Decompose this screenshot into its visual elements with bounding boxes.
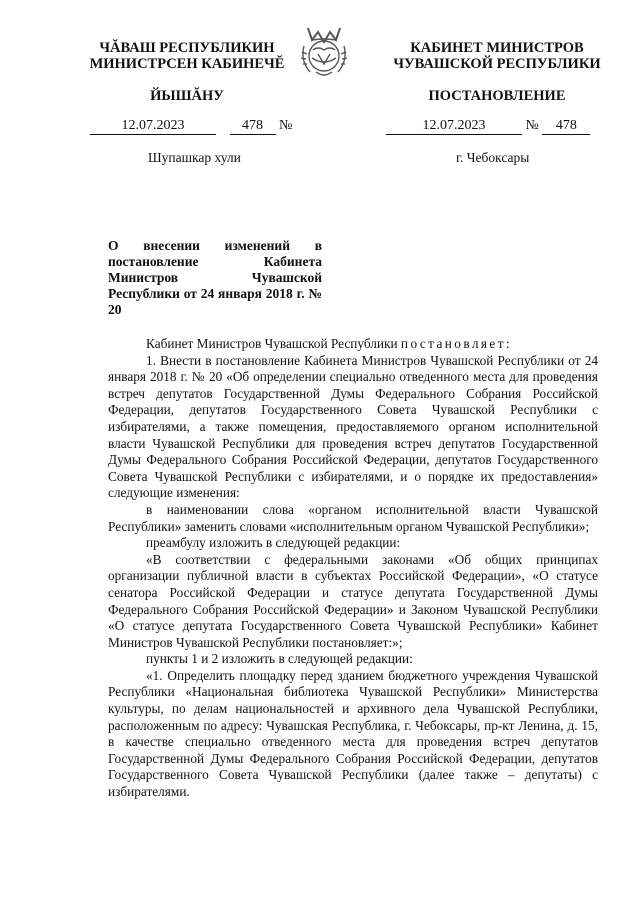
body-paragraph: «1. Определить площадку перед зданием бюджетного учреждения Чувашской Республики «Национальная библиотека Чувашской Республики» Министерства культуры, по делам национальностей и архивного дела Чувашской Республики, расположенным по адресу: Чувашская Республика, г. Чебоксары, пр-кт Ленина, д. 15, в качестве специально отведенного места для проведения встреч депутатов Государственной Думы Федерального Собрания Российской Федерации, депутатов Государственного Совета Чувашской Республики (далее также – депутаты) с избирателями. [108,667,598,800]
intro-paragraph [108,336,598,353]
doc-type-right: ПОСТАНОВЛЕНИЕ [428,88,566,104]
doc-type-left: ЙЫШĂНУ [150,88,224,104]
document-title: О внесении изменений в постановление Кабинета Министров Чувашской Республики от 24 января 2018 г. № 20 [108,238,322,317]
chuvash-coat-of-arms-icon [298,20,350,80]
body-paragraph: 1. Внести в постановление Кабинета Министров Чувашской Республики от 24 января 2018 г. № 20 «Об определении специально отведенного места для проведения встреч депутатов Государственной Думы Федерального Собрания Российской Федерации, депутатов Государственного Совета Чувашской Республики с избирателями, а также помещения, предоставляемого органом исполнительной власти Чувашской Республики для проведения встреч депутатов Государственной Думы Федерального Собрания Российской Федерации, депутатов Государственного Совета Чувашской Республики с избирателями, и о порядке их предоставления» следующие изменения: [108,352,598,501]
registration-date-left: 12.07.2023 [90,118,216,135]
registration-number-right: 478 [542,118,590,135]
header-right [372,40,622,72]
intro-spaced: постановляет: [400,336,513,351]
header-left-line1: ЧĂВАШ РЕСПУБЛИКИН [99,40,275,56]
header-left [62,40,312,72]
city-right: г. Чебоксары [456,150,530,165]
registration-right [386,118,590,135]
body-paragraph: «В соответствии с федеральными законами «Об общих принципах организации публичной власти в субъектах Российской Федерации», «О статусе сенатора Российской Федерации и статусе депутата Государственной Думы Федерального Собрания Российской Федерации» и Законом Чувашской Республики «О статусе депутата Государственного Совета Чувашской Республики» Кабинет Министров Чувашской Республики постановляет:»; [108,551,598,650]
number-sign-right: № [525,118,539,133]
header-right-line2: ЧУВАШСКОЙ РЕСПУБЛИКИ [393,56,601,72]
body-paragraph: преамбулу изложить в следующей редакции: [146,535,401,551]
registration-left [90,118,292,135]
body-paragraph: в наименовании слова «органом исполнительной власти Чувашской Республики» заменить словами «исполнительным органом Чувашской Республики»; [108,501,598,534]
body-paragraph: пункты 1 и 2 изложить в следующей редакции: [146,651,413,667]
registration-date-right: 12.07.2023 [386,118,522,135]
registration-number-left: 478 [230,118,276,135]
city-left: Шупашкар хули [148,150,241,165]
number-sign-left: № [279,118,293,133]
header-right-line1: КАБИНЕТ МИНИСТРОВ [410,40,584,56]
document-body [108,336,598,801]
intro-prefix: Кабинет Министров Чувашской Республики [146,336,398,351]
header-left-line2: МИНИСТРСЕН КАБИНЕЧĔ [89,56,285,72]
